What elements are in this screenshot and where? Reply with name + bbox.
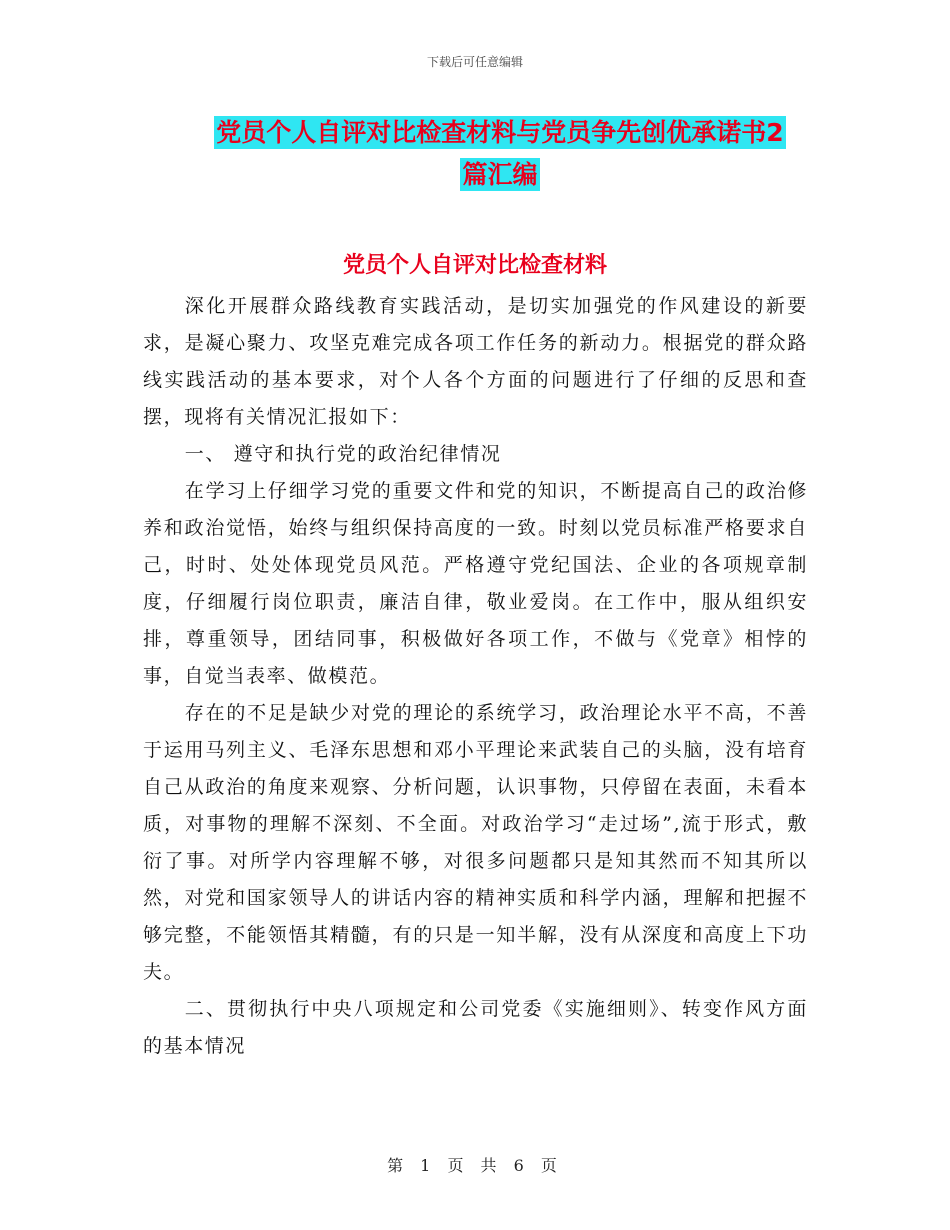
paragraph-shortcomings: 存在的不足是缺少对党的理论的系统学习，政治理论水平不高，不善于运用马列主义、毛泽东思想和邓小平理论来武装自己的头脑，没有培育自己从政治的角度来观察、分析问题，认识事物，只停留在表面，未看本质，对事物的理解不深刻、不全面。对政治学习“走过场”,流于形式，敷衍了事。对所学内容理解不够，对很多问题都只是知其然而不知其所以然，对党和国家领导人的讲话内容的精神实质和科学内涵，理解和把握不够完整，不能领悟其精髓，有的只是一知半解，没有从深度和高度上下功夫。	[143, 702, 808, 983]
paragraph-intro: 深化开展群众路线教育实践活动，是切实加强党的作风建设的新要求，是凝心聚力、攻坚克难完成各项工作任务的新动力。根据党的群众路线实践活动的基本要求，对个人各个方面的问题进行了仔细的反思和查摆，现将有关情况汇报如下：	[143, 295, 808, 428]
document-body	[143, 288, 808, 1065]
paragraph-heading-1: 一、 遵守和执行党的政治纪律情况	[184, 443, 502, 465]
document-title-text-2: 篇汇编	[462, 160, 538, 189]
document-title-line-2	[140, 150, 860, 200]
document-title-text-1: 党员个人自评对比检查材料与党员争先创优承诺书2	[216, 118, 784, 147]
paragraph-study: 在学习上仔细学习党的重要文件和党的知识，不断提高自己的政治修养和政治觉悟，始终与组织保持高度的一致。时刻以党员标准严格要求自己，时时、处处体现党员风范。严格遵守党纪国法、企业的各项规章制度，仔细履行岗位职责，廉洁自律，敬业爱岗。在工作中，服从组织安排，尊重领导，团结同事，积极做好各项工作，不做与《党章》相悖的事，自觉当表率、做模范。	[143, 480, 808, 687]
paragraph-heading-2: 二、贯彻执行中央八项规定和公司党委《实施细则》、转变作风方面的基本情况	[143, 998, 808, 1057]
page-number-footer: 第 1 页 共 6 页	[387, 1156, 563, 1175]
page-header-note: 下载后可任意编辑	[426, 55, 523, 69]
section-title: 党员个人自评对比检查材料	[342, 253, 607, 278]
